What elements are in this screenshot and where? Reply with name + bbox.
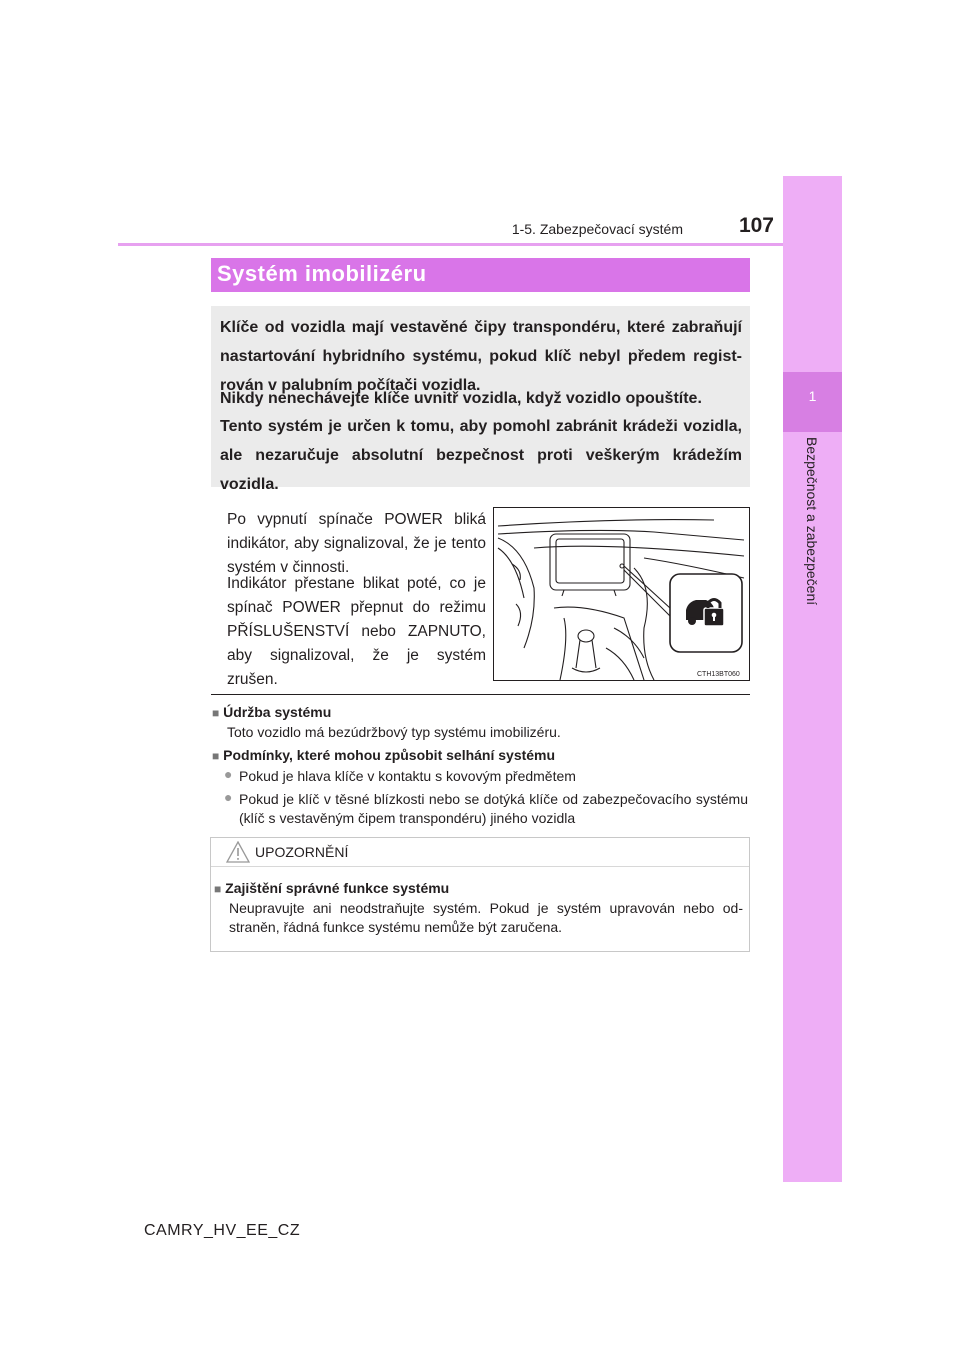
warning-heading-text: Zajištění správné funkce systému	[225, 880, 450, 896]
maintenance-heading-text: Údržba systému	[223, 704, 332, 720]
page-number: 107	[738, 214, 774, 237]
intro-paragraph-1: Klíče od vozidla mají vestavěné čipy transpondéru, které zabraňují nastartování hybridního systému, pokud klíč nebyl předem regist-rován v palubním počítači vozidla.	[220, 319, 742, 394]
maintenance-heading	[212, 704, 331, 720]
square-bullet-icon: ■	[212, 749, 220, 763]
image-code: CTH13BT060	[697, 671, 740, 678]
list-item	[224, 766, 232, 784]
circle-bullet-icon: ●	[224, 789, 233, 805]
warning-triangle-icon	[226, 841, 250, 863]
chapter-title	[800, 437, 820, 637]
footer-code: CAMRY_HV_EE_CZ	[144, 1222, 301, 1239]
warning-text: Neupravujte ani neodstraňujte systém. Pokud je systém upravován nebo od-straněn, řádná funkce systému nemůže být zaručena.	[229, 900, 743, 935]
chapter-number: 1	[808, 388, 817, 404]
maintenance-text: Toto vozidlo má bezúdržbový typ systému imobilizéru.	[227, 724, 561, 740]
conditions-heading	[212, 747, 555, 763]
dashboard-illustration	[493, 507, 750, 681]
page-title: Systém imobilizéru	[217, 261, 427, 286]
chapter-title-text: Bezpečnost a zabezpečení	[804, 437, 820, 606]
list-item	[224, 789, 232, 807]
warning-heading	[214, 880, 449, 896]
warning-divider	[211, 866, 749, 867]
header-rule	[118, 243, 784, 246]
condition-1: Pokud je hlava klíče v kontaktu s kovovým předmětem	[239, 768, 576, 784]
square-bullet-icon: ■	[212, 706, 220, 720]
circle-bullet-icon: ●	[224, 766, 233, 782]
section-label: 1-5. Zabezpečovací systém	[511, 221, 683, 237]
warning-label: UPOZORNĚNÍ	[255, 844, 349, 860]
chapter-tab	[783, 176, 842, 1182]
body-paragraph-1: Po vypnutí spínače POWER bliká indikátor, aby signalizoval, že je tento systém v činnosti.	[227, 511, 486, 576]
car-lock-icon	[684, 594, 728, 628]
square-bullet-icon: ■	[214, 882, 222, 896]
body-paragraph-2: Indikátor přestane blikat poté, co je spínač POWER přepnut do režimu PŘÍSLUŠENSTVÍ nebo ZAPNUTO, aby signalizoval, že je systém zrušen.	[227, 575, 486, 688]
section-separator	[211, 694, 750, 695]
intro-paragraph-2: Nikdy nenechávejte klíče uvnitř vozidla, když vozidlo opouštíte.	[220, 390, 702, 407]
conditions-heading-text: Podmínky, které mohou způsobit selhání systému	[223, 747, 556, 763]
condition-2: Pokud je klíč v těsné blízkosti nebo se dotýká klíče od zabezpečovacího systému (klíč s vestavěným čipem transpondéru) jiného vozidla	[239, 791, 748, 826]
intro-paragraph-3: Tento systém je určen k tomu, aby pomohl zabránit krádeži vozidla, ale nezaručuje absolutní bezpečnost proti veškerým krádežím vozidla.	[220, 418, 742, 493]
